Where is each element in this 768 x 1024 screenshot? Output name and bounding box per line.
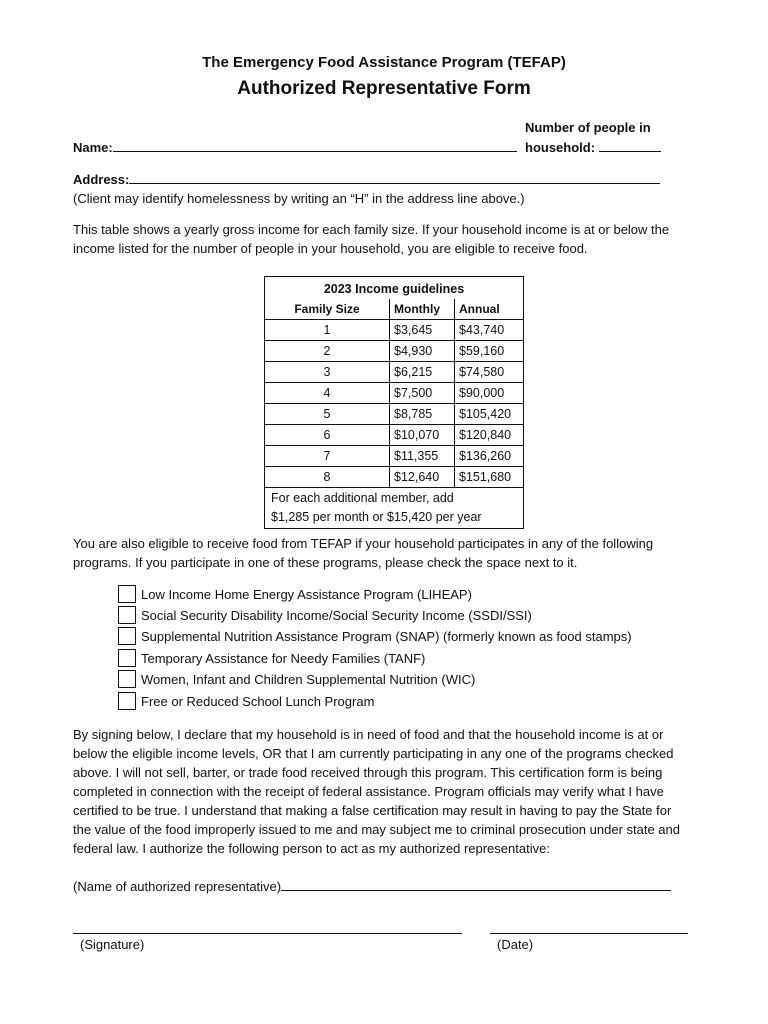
cell-monthly: $12,640 [390,467,455,488]
date-line[interactable] [490,933,688,934]
cell-family-size: 6 [265,425,390,446]
income-row [265,383,524,404]
programs-intro: You are also eligible to receive food from TEFAP if your household participates in any of the following programs. If you participate in one of these programs, please check the space next to it. [73,536,654,570]
program-label: Free or Reduced School Lunch Program [141,693,375,709]
program-item-tanf[interactable] [118,648,425,668]
checkbox[interactable] [118,606,136,624]
cell-annual: $105,420 [455,404,524,425]
name-field[interactable] [73,138,517,157]
footer-line-1: For each additional member, add [271,491,454,505]
cell-monthly: $3,645 [390,320,455,341]
cell-annual: $136,260 [455,446,524,467]
income-row [265,467,524,488]
address-label: Address: [73,172,130,187]
table-title: 2023 Income guidelines [265,277,524,300]
address-field[interactable] [73,170,660,189]
col-annual: Annual [455,299,524,320]
cell-family-size: 1 [265,320,390,341]
program-item-ssdi-ssi[interactable] [118,605,532,625]
income-row [265,404,524,425]
income-row [265,362,524,383]
checkbox[interactable] [118,627,136,645]
name-line[interactable] [113,138,517,152]
cell-monthly: $10,070 [390,425,455,446]
household-count-field[interactable] [525,138,661,157]
representative-label: (Name of authorized representative) [73,879,282,894]
income-row [265,446,524,467]
signature-line[interactable] [73,933,462,934]
representative-line[interactable] [281,877,671,891]
representative-field[interactable] [73,877,671,896]
cell-monthly: $7,500 [390,383,455,404]
program-item-wic[interactable] [118,669,475,689]
table-footer [265,488,524,529]
col-monthly: Monthly [390,299,455,320]
declaration-paragraph: By signing below, I declare that my household is in need of food and that the household income is at or below the eligible income levels, OR that I am currently participating in any one of the programs checked above. I will not sell, barter, or trade food received through this program. This certification form is being completed in connection with the receipt of federal assistance. Program officials may verify what I have certified to be true. I understand that making a false certification may result in having to pay the State for the value of the food improperly issued to me and may subject me to criminal prosecution under state and federal law. I authorize the following person to act as my authorized representative: [73,727,680,856]
cell-family-size: 5 [265,404,390,425]
household-count-label: Number of people in [525,120,651,135]
income-row [265,341,524,362]
household-count-label-2: household: [525,140,596,155]
cell-family-size: 2 [265,341,390,362]
program-title: The Emergency Food Assistance Program (TEFAP) [202,54,566,71]
checkbox[interactable] [118,649,136,667]
income-row [265,425,524,446]
cell-monthly: $11,355 [390,446,455,467]
program-label: Low Income Home Energy Assistance Program (LIHEAP) [141,586,472,602]
program-label: Temporary Assistance for Needy Families (TANF) [141,650,426,666]
cell-annual: $59,160 [455,341,524,362]
form-title: Authorized Representative Form [237,78,531,99]
footer-line-2: $1,285 per month or $15,420 per year [271,510,482,524]
cell-monthly: $6,215 [390,362,455,383]
cell-family-size: 3 [265,362,390,383]
checkbox[interactable] [118,670,136,688]
program-label: Supplemental Nutrition Assistance Program (SNAP) (formerly known as food stamps) [141,628,632,644]
address-note: (Client may identify homelessness by writing an “H” in the address line above.) [73,191,525,206]
cell-annual: $74,580 [455,362,524,383]
program-label: Women, Infant and Children Supplemental Nutrition (WIC) [141,671,476,687]
program-item-snap[interactable] [118,626,632,646]
date-label: (Date) [497,937,534,952]
cell-family-size: 4 [265,383,390,404]
col-family-size: Family Size [265,299,390,320]
household-count-line[interactable] [599,138,661,152]
checkbox[interactable] [118,692,136,710]
cell-annual: $90,000 [455,383,524,404]
cell-monthly: $8,785 [390,404,455,425]
cell-family-size: 7 [265,446,390,467]
program-item-school-lunch[interactable] [118,691,374,711]
income-guidelines-table [264,276,524,529]
cell-annual: $151,680 [455,467,524,488]
income-row [265,320,524,341]
intro-paragraph: This table shows a yearly gross income for each family size. If your household income is at or below the income listed for the number of people in your household, you are eligible to receive food. [73,222,670,256]
program-item-liheap[interactable] [118,584,472,604]
cell-family-size: 8 [265,467,390,488]
cell-monthly: $4,930 [390,341,455,362]
signature-label: (Signature) [80,937,145,952]
address-line[interactable] [129,170,660,184]
name-label: Name: [73,140,113,155]
checkbox[interactable] [118,585,136,603]
cell-annual: $120,840 [455,425,524,446]
program-label: Social Security Disability Income/Social Security Income (SSDI/SSI) [141,607,532,623]
cell-annual: $43,740 [455,320,524,341]
